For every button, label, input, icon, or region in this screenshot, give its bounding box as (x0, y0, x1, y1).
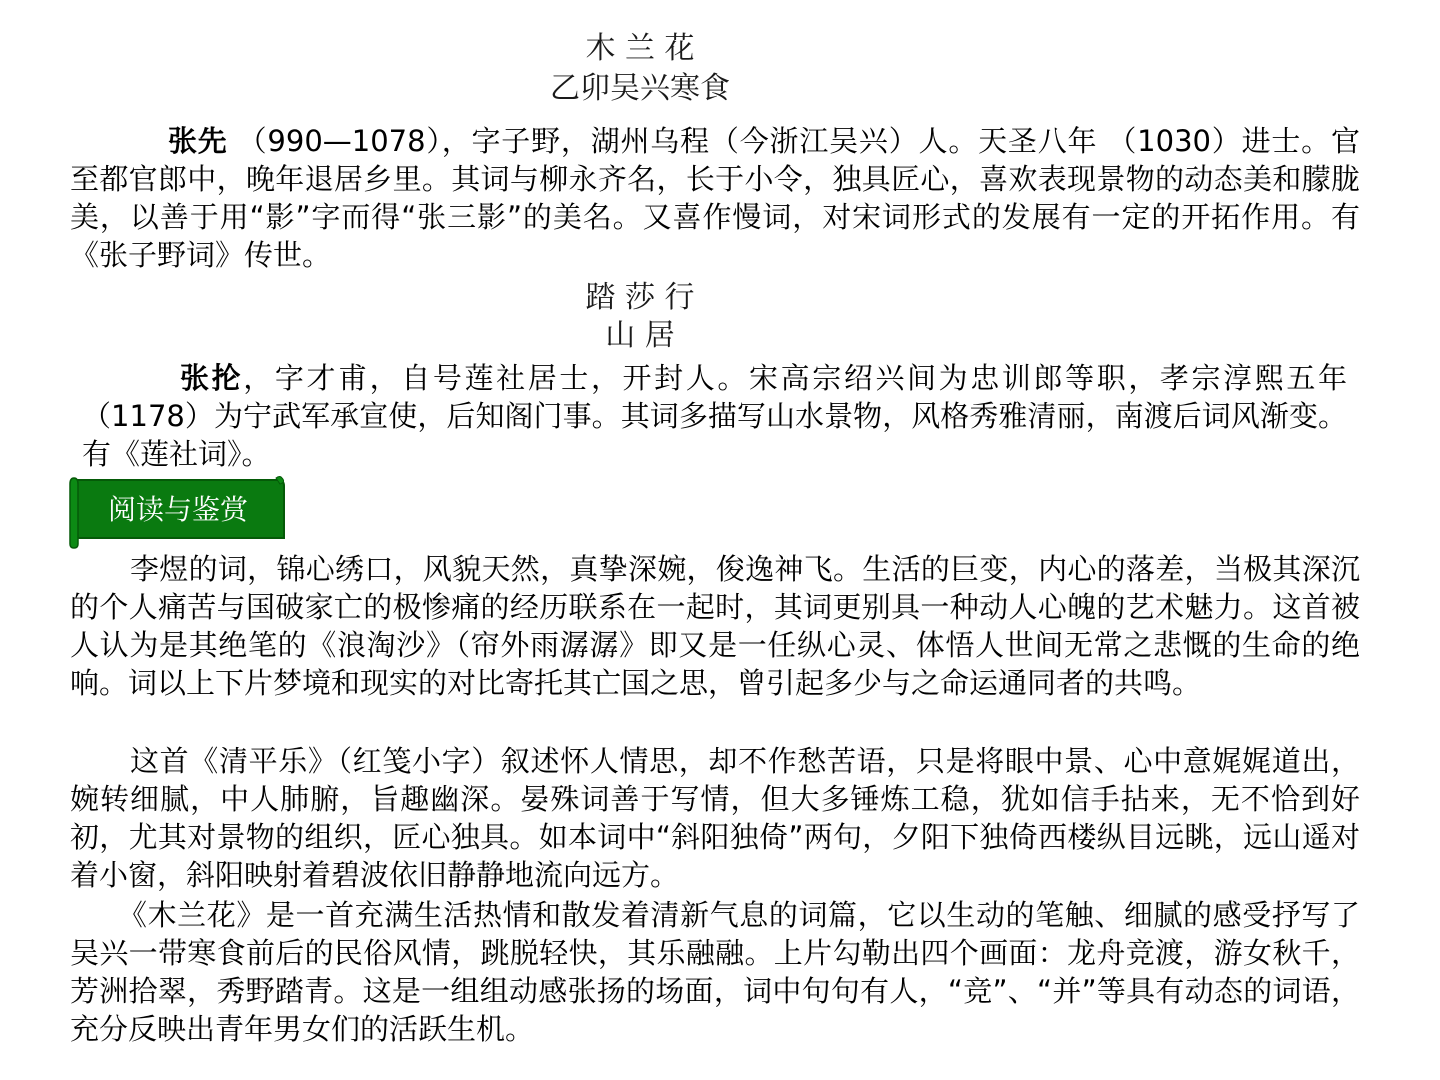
author2-paragraph (70, 359, 1347, 473)
appreciation-paragraph-2: 这首《清平乐》（红笺小字）叙述怀人情思，却不作愁苦语，只是将眼中景、心中意娓娓道出，婉转细腻，中人肺腑，旨趣幽深。晏殊词善于写情，但大多锤炼工稳，犹如信手拈来，无不恰到好初，尤其对景物的组织，匠心独具。如本词中“斜阳独倚”两句，夕阳下独倚西楼纵目远眺，远山遥对着小窗，斜阳映射着碧波依旧静静地流向远方。 (70, 744, 1360, 892)
poem1-subtitle: 乙卯吴兴寒食 (550, 71, 730, 106)
author1-bio: （990—1078），字子野，湖州乌程（今浙江吴兴）人。天圣八年 （1030）进士。官至都官郎中，晚年退居乡里。其词与柳永齐名，长于小令，独具匠心，喜欢表现景物的动态美和朦胧美，以善于用“影”字而得“张三影”的美名。又喜作慢词，对宋词形式的发展有一定的开拓作用。有《张子野词》传世。 (70, 124, 1360, 272)
poem1-title: 木 兰 花 (585, 31, 695, 66)
poem2-title: 踏 莎 行 (585, 280, 695, 315)
poem2-subtitle: 山 居 (605, 318, 675, 353)
appreciation-paragraph-1: 李煜的词，锦心绣口，风貌天然，真挚深婉，俊逸神飞。生活的巨变，内心的落差，当极其深沉的个人痛苦与国破家亡的极惨痛的经历联系在一起时，其词更别具一种动人心魄的艺术魅力。这首被人认为是其绝笔的《浪淘沙》（帘外雨潺潺》即又是一任纵心灵、体悟人世间无常之悲慨的生命的绝响。词以上下片梦境和现实的对比寄托其亡国之思，曾引起多少与之命运通同者的共鸣。 (70, 552, 1360, 700)
author2-name: 张抡 (180, 361, 244, 395)
appreciation-paragraph-3: 《木兰花》是一首充满生活热情和散发着清新气息的词篇，它以生动的笔触、细腻的感受抒写了吴兴一带寒食前后的民俗风情，跳脱轻快，其乐融融。上片勾勒出四个画面：龙舟竞渡，游女秋千，芳洲拾翠，秀野踏青。这是一组组动感张扬的场面，词中句句有人，“竞”、“并”等具有动态的词语，充分反映出青年男女们的活跃生机。 (70, 898, 1360, 1046)
section-label: 阅读与鉴赏 (107, 493, 248, 526)
author1-paragraph (70, 122, 1360, 274)
author1-name: 张先 (168, 124, 228, 158)
author2-bio: ，字才甫，自号莲社居士，开封人。宋高宗绍兴间为忠训郎等职，孝宗淳熙五年（1178）为宁武军承宣使，后知阁门事。其词多描写山水景物，风格秀雅清丽，南渡后词风渐变。有《莲社词》。 (82, 361, 1347, 471)
